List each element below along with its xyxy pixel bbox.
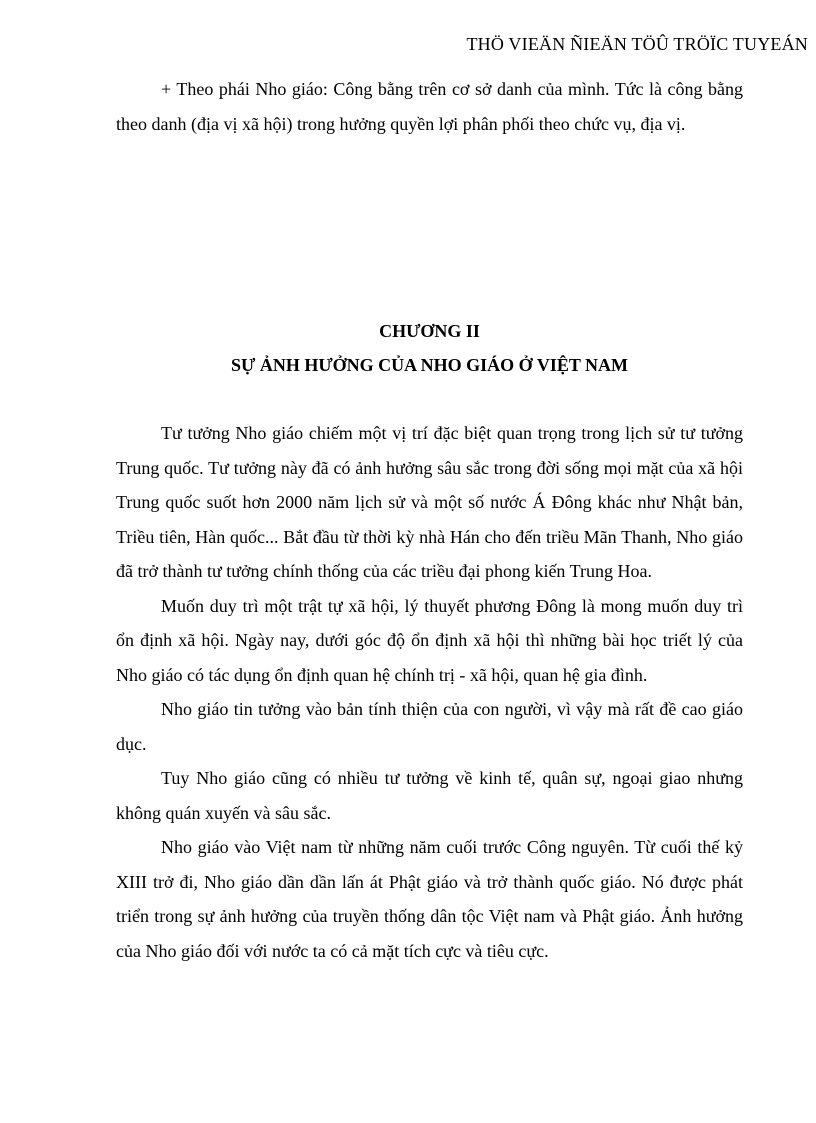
chapter-number: CHƯƠNG II (379, 321, 480, 341)
chapter-title: SỰ ẢNH HƯỞNG CỦA NHO GIÁO Ở VIỆT NAM (230, 355, 629, 375)
body-paragraph-4: Tuy Nho giáo cũng có nhiều tư tưởng về kinh tế, quân sự, ngoại giao nhưng không quán xuyến và sâu sắc. (116, 768, 743, 823)
body-paragraph-3: Nho giáo tin tưởng vào bản tính thiện của con người, vì vậy mà rất đề cao giáo dục. (116, 699, 743, 754)
chapter-body (116, 416, 743, 968)
body-paragraph-2: Muốn duy trì một trật tự xã hội, lý thuyết phương Đông là mong muốn duy trì ổn định xã hội. Ngày nay, dưới góc độ ổn định xã hội thì những bài học triết lý của Nho giáo có tác dụng ổn định quan hệ chính trị - xã hội, quan hệ gia đình. (116, 595, 743, 685)
body-paragraph-1: Tư tưởng Nho giáo chiếm một vị trí đặc biệt quan trọng trong lịch sử tư tưởng Trung quốc. Tư tưởng này đã có ảnh hưởng sâu sắc trong đời sống mọi mặt của xã hội Trung quốc suốt hơn 2000 năm lịch sử và một số nước Á Đông khác như Nhật bản, Triều tiên, Hàn quốc... Bắt đầu từ thời kỳ nhà Hán cho đến triều Mãn Thanh, Nho giáo đã trở thành tư tưởng chính thống của các triều đại phong kiến Trung Hoa. (116, 423, 743, 581)
body-paragraph-5: Nho giáo vào Việt nam từ những năm cuối trước Công nguyên. Từ cuối thế kỷ XIII trở đi, Nho giáo dần dần lấn át Phật giáo và trở thành quốc giáo. Nó được phát triển trong sự ảnh hưởng của truyền thống dân tộc Việt nam và Phật giáo. Ảnh hưởng của Nho giáo đối với nước ta có cả mặt tích cực và tiêu cực. (116, 837, 743, 961)
intro-paragraph: + Theo phái Nho giáo: Công bằng trên cơ sở danh của mình. Tức là công bằng theo danh (địa vị xã hội) trong hưởng quyền lợi phân phối theo chức vụ, địa vị. (116, 79, 743, 134)
running-header: THÖ VIEÄN ÑIEÄN TÖÛ TRÖÏC TUYEÁN (466, 34, 808, 54)
